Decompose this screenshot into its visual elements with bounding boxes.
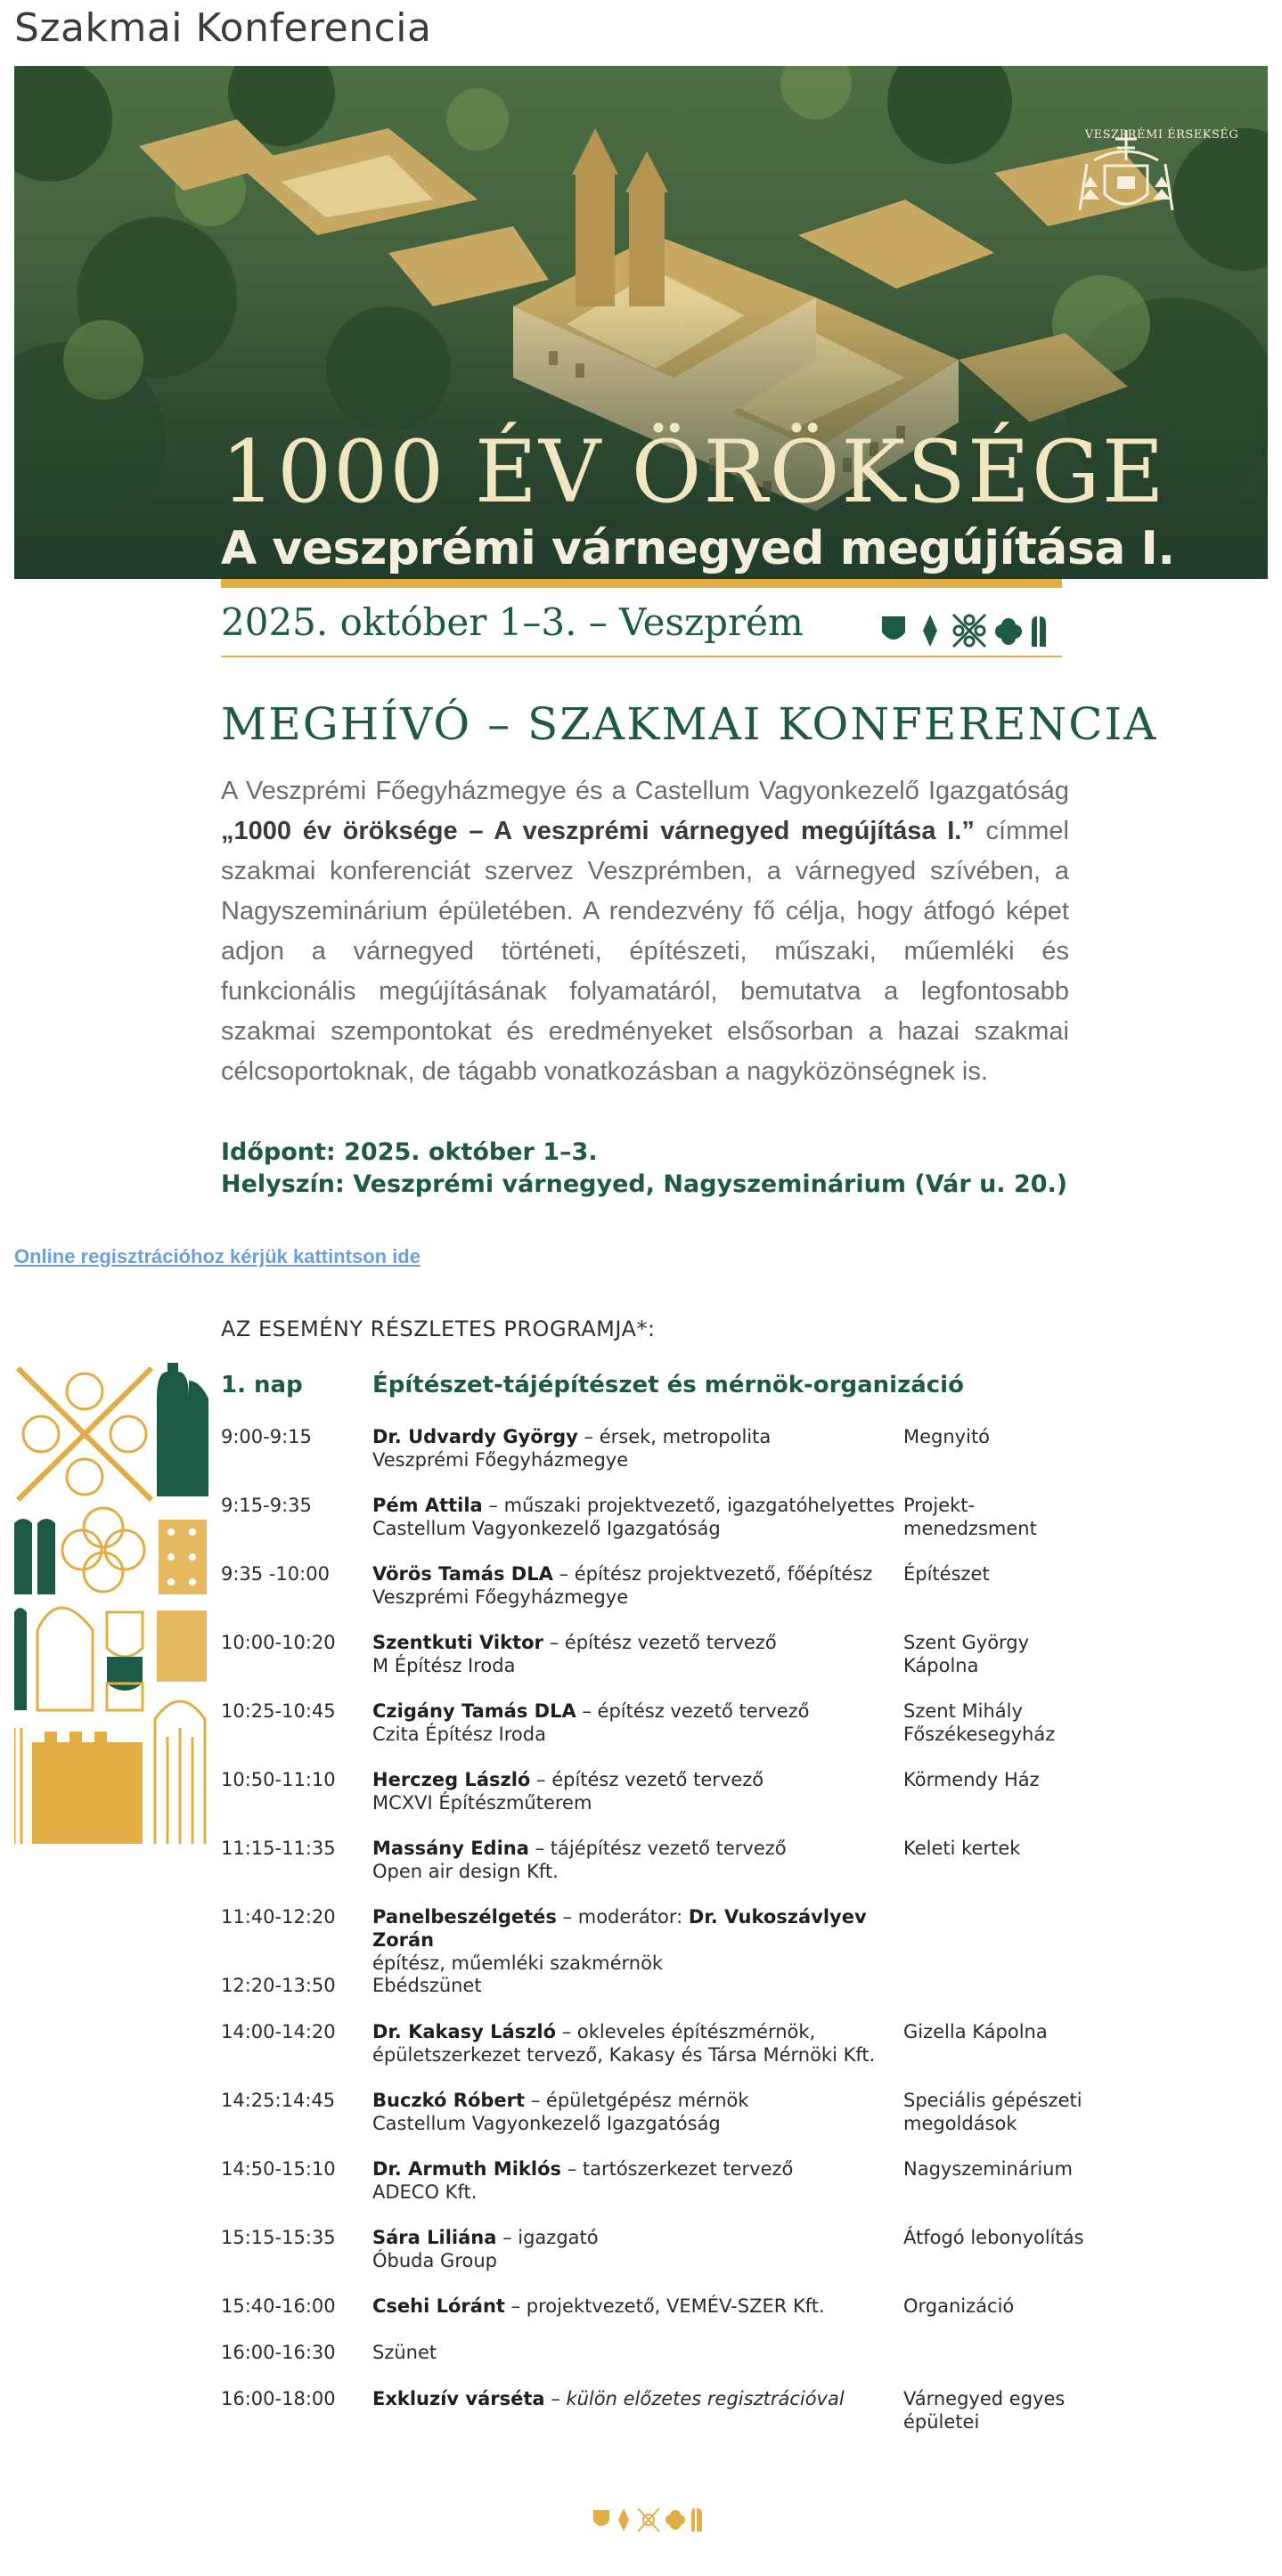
speaker-name: Vörös Tamás DLA <box>372 1563 553 1585</box>
speaker-line <box>372 1837 898 1860</box>
speaker-name: Czigány Tamás DLA <box>372 1700 576 1722</box>
logo-text: VESZPRÉMI ÉRSEKSÉG <box>1084 128 1239 142</box>
speaker-role: – műszaki projektvezető, igazgatóhelyettes <box>482 1495 895 1516</box>
speaker-name: Exkluzív várséta <box>372 2388 545 2409</box>
speaker-role: – épületgépész mérnök <box>525 2090 749 2111</box>
speaker-line <box>372 2341 898 2364</box>
session-topic: Organizáció <box>903 2295 1015 2317</box>
session-time: 16:00-18:00 <box>221 2388 336 2409</box>
shield-icon <box>593 2510 609 2526</box>
coat-of-arms-icon <box>1073 125 1180 223</box>
speaker-line <box>372 1905 898 1952</box>
session-topic: Projekt- menedzsment <box>903 1495 1037 1539</box>
speaker-name: Dr. Armuth Miklós <box>372 2158 562 2180</box>
speaker-line <box>372 2226 898 2249</box>
session-topic: Speciális gépészeti megoldások <box>903 2090 1082 2134</box>
session-time: 14:50-15:10 <box>221 2158 336 2180</box>
session-time: 9:00-9:15 <box>221 1426 312 1447</box>
session-time: 14:00-14:20 <box>221 2021 336 2042</box>
diamond-icon <box>618 2508 629 2531</box>
session-time: 11:40-12:20 <box>221 1906 336 1928</box>
flower-icon <box>995 618 1022 645</box>
speaker-organization: Veszprémi Főegyházmegye <box>372 1449 629 1471</box>
session-speaker <box>372 1562 898 1609</box>
speaker-role: – építész vezető tervező <box>530 1769 764 1790</box>
speaker-line <box>372 1974 898 1997</box>
speaker-role: – érsek, metropolita <box>577 1426 772 1447</box>
session-time: 9:35 -10:00 <box>221 1563 330 1585</box>
hero-subtitle: A veszprémi várnegyed megújítása I. <box>221 522 1175 575</box>
speaker-line <box>372 2089 898 2112</box>
intro-paragraph <box>221 771 1069 1092</box>
session-speaker <box>372 1974 898 1997</box>
speaker-line <box>372 1631 898 1654</box>
session-time: 10:25-10:45 <box>221 1700 336 1722</box>
hero-title: 1000 ÉV ÖRÖKSÉGE <box>221 422 1166 522</box>
speaker-organization: M Építész Iroda <box>372 1655 516 1676</box>
session-topic: Megnyitó <box>903 1426 991 1447</box>
hero-banner <box>14 66 1268 579</box>
speaker-name: Szentkuti Viktor <box>372 1632 543 1653</box>
archdiocese-logo <box>1073 125 1251 142</box>
speaker-name: Csehi Lóránt <box>372 2295 505 2317</box>
session-topic: Keleti kertek <box>903 1838 1021 1859</box>
session-speaker <box>372 1494 898 1540</box>
session-topic: Gizella Kápolna <box>903 2021 1048 2042</box>
speaker-organization: Castellum Vagyonkezelő Igazgatóság <box>372 1518 721 1539</box>
session-topic: Szent György Kápolna <box>903 1632 1030 1676</box>
cross-ornament-icon <box>638 2508 659 2531</box>
speaker-organization: MCXVI Építészműterem <box>372 1792 592 1814</box>
speaker-role: – okleveles építészmérnök, <box>556 2021 816 2042</box>
event-date-line: 2025. október 1–3. – Veszprém <box>221 600 804 644</box>
speaker-name: Pém Attila <box>372 1495 483 1516</box>
session-time: 10:50-11:10 <box>221 1769 336 1790</box>
speaker-role: – moderátor: <box>556 1906 689 1928</box>
speaker-line <box>372 2295 898 2318</box>
speaker-role: – igazgató <box>496 2227 599 2248</box>
session-speaker <box>372 1768 898 1814</box>
speaker-line <box>372 1425 898 1448</box>
session-speaker <box>372 2089 898 2135</box>
diamond-icon <box>923 615 937 647</box>
session-speaker <box>372 2295 898 2318</box>
speaker-line <box>372 2387 898 2410</box>
session-speaker <box>372 1837 898 1883</box>
arch-window-icon <box>1032 616 1046 647</box>
speaker-line <box>372 1494 898 1517</box>
session-time: 15:15-15:35 <box>221 2227 336 2248</box>
session-time: 15:40-16:00 <box>221 2295 336 2317</box>
invitation-heading: MEGHÍVÓ – SZAKMAI KONFERENCIA <box>221 698 1158 750</box>
session-topic: Körmendy Ház <box>903 1769 1040 1790</box>
session-time: 12:20-13:50 <box>221 1975 336 1996</box>
speaker-line <box>372 1700 898 1723</box>
speaker-role: – tájépítész vezető tervező <box>528 1838 787 1859</box>
speaker-name: Dr. Kakasy László <box>372 2021 557 2042</box>
speaker-organization: ADECO Kft. <box>372 2181 478 2203</box>
speaker-line <box>372 2020 898 2043</box>
speaker-line <box>372 1768 898 1791</box>
session-speaker <box>372 2020 898 2067</box>
session-speaker <box>372 2341 898 2364</box>
speaker-role: Szünet <box>372 2342 437 2363</box>
speaker-organization: Castellum Vagyonkezelő Igazgatóság <box>372 2113 721 2134</box>
speaker-line <box>372 2157 898 2181</box>
session-speaker <box>372 2226 898 2272</box>
speaker-role: – projektvezető, VEMÉV-SZER Kft. <box>504 2295 825 2317</box>
event-date: Időpont: 2025. október 1–3. <box>221 1138 598 1166</box>
program-heading: AZ ESEMÉNY RÉSZLETES PROGRAMJA*: <box>221 1317 656 1341</box>
speaker-role: – építész projektvezető, főépítész <box>552 1563 873 1585</box>
intro-text-start: A Veszprémi Főegyházmegye és a Castellum Vagyonkezelő Igazgatóság <box>221 777 1069 805</box>
speaker-organization: Czita Építész Iroda <box>372 1724 546 1745</box>
speaker-role: – tartószerkezet tervező <box>561 2158 794 2180</box>
conference-title-bold: „1000 év öröksége – A veszprémi várnegyed megújítása I.” <box>221 817 975 845</box>
speaker-name: Buczkó Róbert <box>372 2090 526 2111</box>
flower-icon <box>665 2510 685 2530</box>
session-speaker <box>372 1905 898 1975</box>
day-label: 1. nap <box>221 1372 303 1398</box>
speaker-role: – építész vezető tervező <box>576 1700 810 1722</box>
footer-ornament <box>592 2507 707 2533</box>
speaker-name: Massány Edina <box>372 1838 529 1859</box>
intro-text-end: címmel szakmai konferenciát szervez Veszprémben, a várnegyed szívében, a Nagyszeminárium épületében. A rendezvény fő célja, hogy átfogó képet adjon a várnegyed történeti, építészeti, műszaki, műemléki és funkcionális megújításának folyamatáról, bemutatva a legfontosabb szakmai szempontokat és eredményeket elsősorban a hazai szakmai célcsoportoknak, de tágabb vonatkozásban a nagyközönségnek is. <box>221 817 1069 1086</box>
event-location: Helyszín: Veszprémi várnegyed, Nagyszeminárium (Vár u. 20.) <box>221 1170 1068 1198</box>
session-time: 14:25:14:45 <box>221 2090 336 2111</box>
session-time: 16:00-16:30 <box>221 2342 336 2363</box>
session-topic: Átfogó lebonyolítás <box>903 2227 1084 2248</box>
speaker-role: Ebédszünet <box>372 1975 482 1996</box>
cross-ornament-icon <box>953 615 985 647</box>
session-speaker <box>372 2387 898 2410</box>
speaker-organization: Veszprémi Főegyházmegye <box>372 1586 629 1608</box>
speaker-name: Dr. Udvardy György <box>372 1426 578 1447</box>
arch-window-icon <box>691 2508 702 2531</box>
date-location-block <box>221 1137 1067 1201</box>
speaker-organization: Open air design Kft. <box>372 1861 559 1882</box>
speaker-name: Sára Liliána <box>372 2227 497 2248</box>
speaker-role: – építész vezető tervező <box>543 1632 777 1653</box>
page-title: Szakmai Konferencia <box>14 5 432 51</box>
speaker-line <box>372 1562 898 1586</box>
registration-link[interactable]: Online regisztrációhoz kérjük kattintson ide <box>14 1245 421 1268</box>
speaker-role: – <box>544 2388 567 2409</box>
session-time: 10:00-10:20 <box>221 1632 336 1653</box>
session-time: 9:15-9:35 <box>221 1495 312 1516</box>
session-time: 11:15-11:35 <box>221 1838 336 1859</box>
thin-divider <box>221 656 1062 657</box>
decorative-pattern <box>14 1363 210 1844</box>
session-speaker <box>372 1700 898 1746</box>
registration-note: külön előzetes regisztrációval <box>566 2388 845 2409</box>
speaker-name: Panelbeszélgetés <box>372 1906 557 1928</box>
speaker-organization: építész, műemléki szakmérnök <box>372 1952 664 1974</box>
day-title: Építészet-tájépítészet és mérnök-organizáció <box>372 1372 964 1398</box>
speaker-name: Herczeg László <box>372 1769 531 1790</box>
session-topic: Építészet <box>903 1563 990 1585</box>
speaker-organization: Óbuda Group <box>372 2250 497 2271</box>
moderator-name: Dr. Vukoszávlyev Zorán <box>372 1906 867 1951</box>
session-speaker <box>372 2157 898 2204</box>
session-topic: Szent Mihály Főszékesegyház <box>903 1700 1056 1745</box>
ornament-row <box>878 613 1057 648</box>
session-topic: Várnegyed egyes épületei <box>903 2388 1066 2433</box>
session-speaker <box>372 1425 898 1471</box>
gold-divider <box>221 579 1062 588</box>
speaker-organization: épületszerkezet tervező, Kakasy és Társa Mérnöki Kft. <box>372 2044 876 2066</box>
shield-icon <box>882 616 905 640</box>
session-topic: Nagyszeminárium <box>903 2158 1073 2180</box>
session-speaker <box>372 1631 898 1677</box>
